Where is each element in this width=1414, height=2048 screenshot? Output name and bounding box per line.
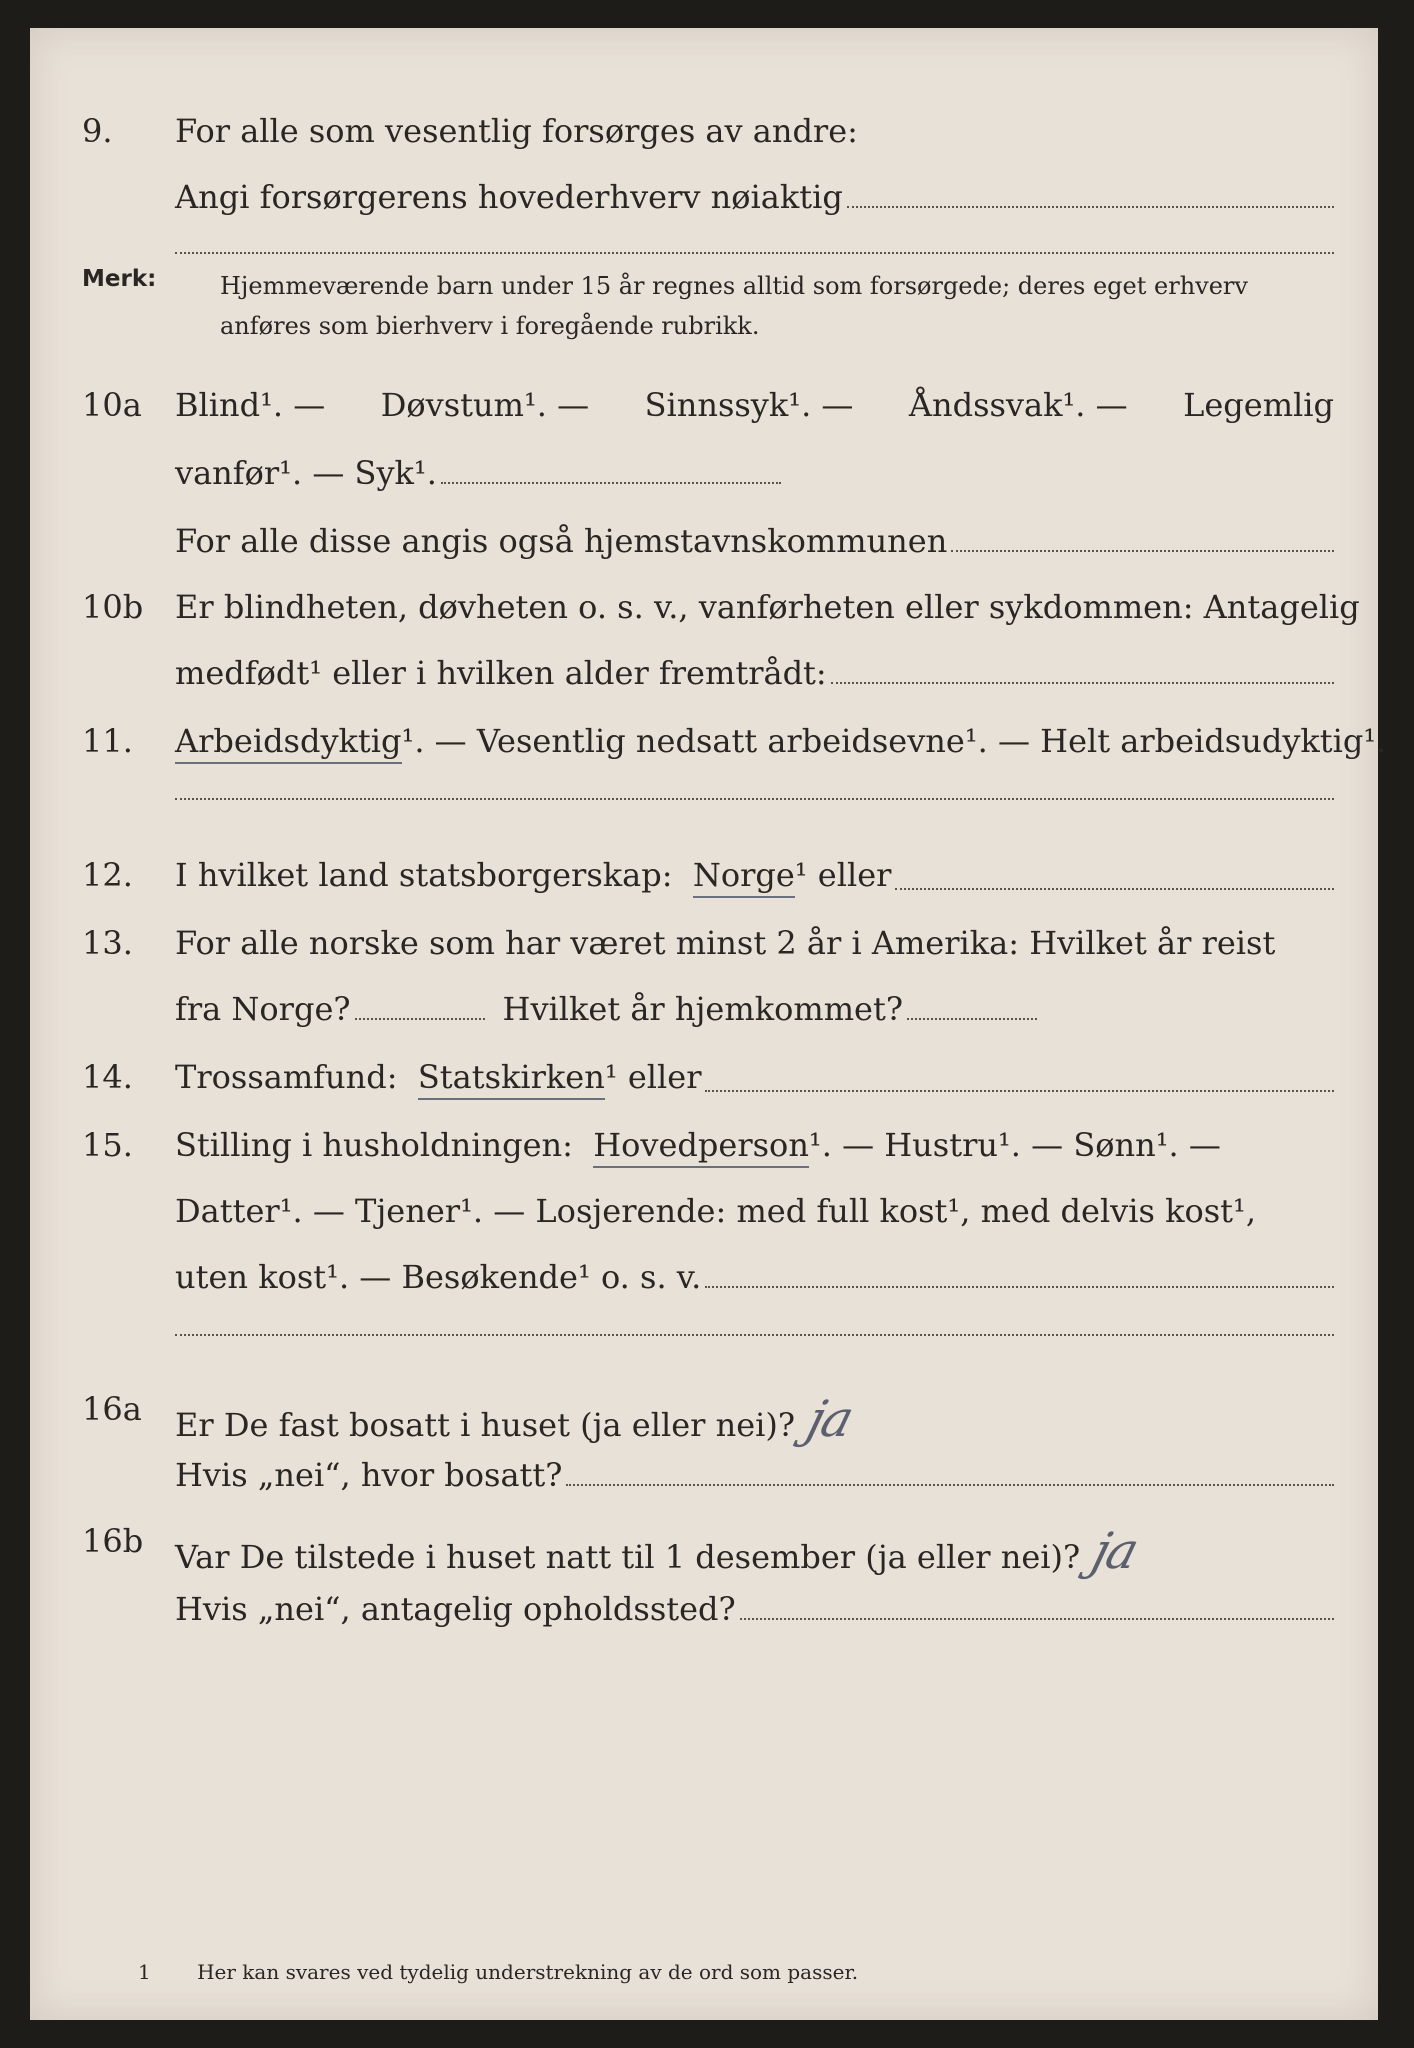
q15-answer-field[interactable] <box>705 1264 1334 1288</box>
q9-answer-field[interactable] <box>847 184 1334 208</box>
q15-line3 <box>30 1258 1378 1306</box>
q9-text: For alle som vesentlig forsørges av andre: <box>175 112 858 150</box>
q15-extra-line[interactable] <box>175 1334 1334 1336</box>
q9-prompt: Angi forsørgerens hovederhverv nøiaktig <box>175 178 843 216</box>
q10a-syk-field[interactable] <box>441 460 781 484</box>
footnote-text: Her kan svares ved tydelig understrekning av de ord som passer. <box>197 1960 859 1984</box>
q13-text: For alle norske som har været minst 2 år i Amerika: Hvilket år reist <box>175 924 1276 962</box>
q11-rest: ¹. — Vesentlig nedsatt arbeidsevne¹. — Helt arbeidsudyktig¹. <box>401 722 1387 760</box>
q10a-number: 10a <box>82 386 142 424</box>
footnote-mark: 1 <box>138 1960 151 1984</box>
q16a-handwritten-answer[interactable]: ja <box>801 1390 859 1448</box>
q10b-answer-field[interactable] <box>831 660 1334 684</box>
q13-reist-prompt: fra Norge? <box>175 990 351 1028</box>
q10a-option-dovstum: Døvstum¹. — <box>380 386 590 424</box>
q16b-line1 <box>30 1522 1378 1580</box>
q9-extra-line[interactable] <box>175 252 1334 254</box>
q12-line <box>30 856 1378 904</box>
q12-answer-field[interactable] <box>895 866 1334 890</box>
q16a-line2 <box>30 1456 1378 1504</box>
q10a-vanfor-syk: vanfør¹. — Syk¹. <box>175 454 437 492</box>
q14-prefix: Trossamfund: <box>175 1058 398 1096</box>
q14-suffix: ¹ eller <box>604 1058 702 1096</box>
q16a-question: Er De fast bosatt i huset (ja eller nei)? <box>175 1406 796 1444</box>
q13-line1 <box>30 924 1378 972</box>
q15-prefix: Stilling i husholdningen: <box>175 1126 573 1164</box>
q10b-number: 10b <box>82 588 144 626</box>
q10b-prompt: medfødt¹ eller i hvilken alder fremtrådt: <box>175 654 827 692</box>
q16b-opholdssted-field[interactable] <box>740 1596 1334 1620</box>
q16b-followup: Hvis „nei“, antagelig opholdssted? <box>175 1590 736 1628</box>
q10a-line1 <box>30 386 1378 434</box>
q11-number: 11. <box>82 722 133 760</box>
q15-hovedperson-underlined[interactable]: Hovedperson <box>593 1126 809 1168</box>
census-form-page <box>30 28 1387 2020</box>
q14-statskirken-underlined[interactable]: Statskirken <box>418 1058 605 1100</box>
q14-answer-field[interactable] <box>705 1068 1334 1092</box>
q13-hjemkommet-prompt: Hvilket år hjemkommet? <box>502 990 903 1028</box>
q13-reist-field[interactable] <box>355 996 485 1020</box>
q10b-line1 <box>30 588 1378 636</box>
q16b-handwritten-answer[interactable]: ja <box>1086 1522 1144 1580</box>
q9-line1 <box>30 112 1378 160</box>
q10a-line2 <box>30 454 1378 502</box>
footnote <box>138 1960 858 1984</box>
q10b-text: Er blindheten, døvheten o. s. v., vanførheten eller sykdommen: Antagelig <box>175 588 1360 626</box>
q10b-line2 <box>30 654 1378 702</box>
q15-options-cont: uten kost¹. — Besøkende¹ o. s. v. <box>175 1258 702 1296</box>
q12-suffix: ¹ eller <box>794 856 892 894</box>
q12-norge-underlined[interactable]: Norge <box>693 856 795 898</box>
q14-line <box>30 1058 1378 1106</box>
q16b-number: 16b <box>82 1522 144 1560</box>
q10a-option-sinnssyk: Sinnssyk¹. — <box>644 386 854 424</box>
q9-number: 9. <box>82 112 113 150</box>
q9-line2 <box>30 178 1378 226</box>
q16a-number: 16a <box>82 1390 142 1428</box>
q15-suffix: ¹. — Hustru¹. — Sønn¹. — <box>808 1126 1221 1164</box>
merk-note <box>30 266 1378 350</box>
q11-extra-line[interactable] <box>175 798 1334 800</box>
q15-number: 15. <box>82 1126 133 1164</box>
q16a-followup: Hvis „nei“, hvor bosatt? <box>175 1456 563 1494</box>
q13-number: 13. <box>82 924 133 962</box>
q10a-option-legemlig: Legemlig <box>1183 386 1334 424</box>
q10a-option-andssvak: Åndssvak¹. — <box>908 386 1128 424</box>
q13-line2 <box>30 990 1378 1038</box>
merk-text: Hjemmeværende barn under 15 år regnes alltid som forsørgede; deres eget erhverv anføres som bierhverv i foregående rubrikk. <box>220 272 1248 340</box>
q12-number: 12. <box>82 856 133 894</box>
q10a-line3 <box>30 522 1378 570</box>
q13-hjemkommet-field[interactable] <box>907 996 1037 1020</box>
q15-line2 <box>30 1192 1378 1240</box>
q15-options: Datter¹. — Tjener¹. — Losjerende: med full kost¹, med delvis kost¹, <box>175 1192 1257 1230</box>
merk-label: Merk: <box>82 266 157 292</box>
q16a-bosatt-field[interactable] <box>566 1462 1334 1486</box>
q16a-line1 <box>30 1390 1378 1448</box>
q12-prefix: I hvilket land statsborgerskap: <box>175 856 673 894</box>
q10a-hjemstavn-prompt: For alle disse angis også hjemstavnskommunen <box>175 522 948 560</box>
q16b-question: Var De tilstede i huset natt til 1 desember (ja eller nei)? <box>175 1538 1081 1576</box>
q11-arbeidsdyktig-underlined[interactable]: Arbeidsdyktig <box>175 722 402 764</box>
q14-number: 14. <box>82 1058 133 1096</box>
q11-line <box>30 722 1387 770</box>
q10a-option-blind: Blind¹. — <box>175 386 326 424</box>
q15-line1 <box>30 1126 1378 1174</box>
q16b-line2 <box>30 1590 1378 1638</box>
q10a-hjemstavn-field[interactable] <box>951 528 1334 552</box>
